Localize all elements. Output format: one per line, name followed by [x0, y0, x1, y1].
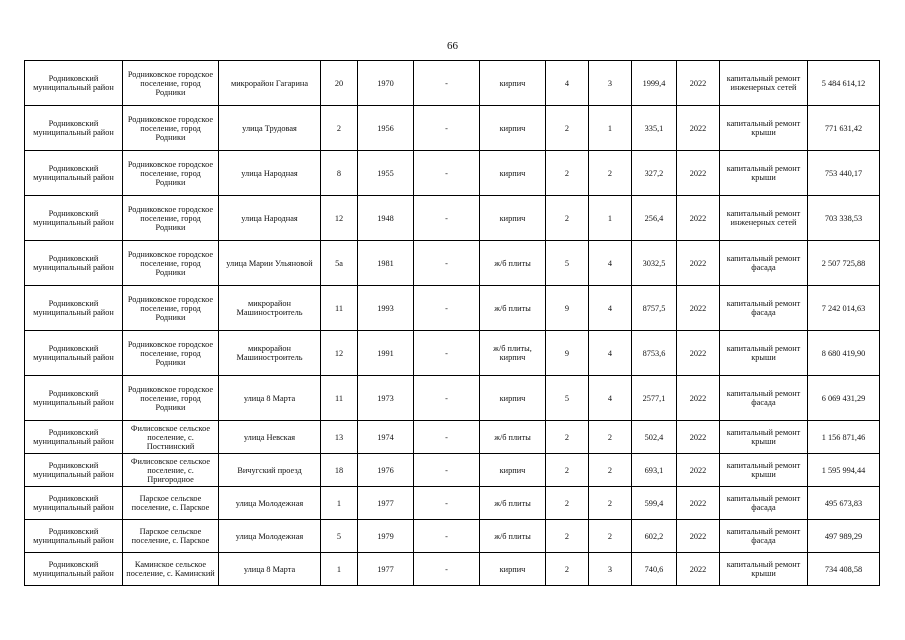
area-cell: 3032,5: [632, 241, 677, 286]
house-number-cell: 1: [321, 553, 358, 586]
house-number-cell: 18: [321, 454, 358, 487]
entrances-cell: 2: [589, 421, 632, 454]
entrances-cell: 4: [589, 286, 632, 331]
floors-cell: 2: [546, 487, 589, 520]
floors-cell: 5: [546, 376, 589, 421]
house-number-cell: 12: [321, 196, 358, 241]
district-cell: Родниковский муниципальный район: [25, 331, 123, 376]
entrances-cell: 3: [589, 553, 632, 586]
work-type-cell: капитальный ремонт крыши: [720, 151, 808, 196]
work-type-cell: капитальный ремонт фасада: [720, 376, 808, 421]
house-number-cell: 5а: [321, 241, 358, 286]
cost-cell: 734 408,58: [808, 553, 880, 586]
house-number-cell: 5: [321, 520, 358, 553]
year-built-cell: 1991: [358, 331, 414, 376]
plan-year-cell: 2022: [677, 421, 720, 454]
cost-cell: 7 242 014,63: [808, 286, 880, 331]
cost-cell: 6 069 431,29: [808, 376, 880, 421]
work-type-cell: капитальный ремонт крыши: [720, 106, 808, 151]
cost-cell: 2 507 725,88: [808, 241, 880, 286]
work-type-cell: капитальный ремонт фасада: [720, 286, 808, 331]
district-cell: Родниковский муниципальный район: [25, 61, 123, 106]
district-cell: Родниковский муниципальный район: [25, 241, 123, 286]
street-cell: Вичугский проезд: [219, 454, 321, 487]
cost-cell: 703 338,53: [808, 196, 880, 241]
settlement-cell: Родниковское городское поселение, город Родники: [123, 286, 219, 331]
cost-cell: 495 673,83: [808, 487, 880, 520]
year-built-cell: 1977: [358, 553, 414, 586]
column-dash-cell: -: [414, 487, 480, 520]
district-cell: Родниковский муниципальный район: [25, 454, 123, 487]
floors-cell: 2: [546, 421, 589, 454]
settlement-cell: Родниковское городское поселение, город Родники: [123, 151, 219, 196]
district-cell: Родниковский муниципальный район: [25, 286, 123, 331]
district-cell: Родниковский муниципальный район: [25, 151, 123, 196]
table-row: [25, 61, 880, 106]
work-type-cell: капитальный ремонт инженерных сетей: [720, 196, 808, 241]
floors-cell: 2: [546, 553, 589, 586]
entrances-cell: 2: [589, 487, 632, 520]
house-number-cell: 12: [321, 331, 358, 376]
area-cell: 327,2: [632, 151, 677, 196]
street-cell: микрорайон Машиностроитель: [219, 286, 321, 331]
table-row: [25, 487, 880, 520]
work-type-cell: капитальный ремонт крыши: [720, 331, 808, 376]
plan-year-cell: 2022: [677, 376, 720, 421]
column-dash-cell: -: [414, 61, 480, 106]
work-type-cell: капитальный ремонт фасада: [720, 241, 808, 286]
settlement-cell: Родниковское городское поселение, город Родники: [123, 196, 219, 241]
settlement-cell: Филисовское сельское поселение, с. Пригородное: [123, 454, 219, 487]
floors-cell: 9: [546, 331, 589, 376]
wall-material-cell: кирпич: [480, 454, 546, 487]
floors-cell: 5: [546, 241, 589, 286]
house-number-cell: 2: [321, 106, 358, 151]
area-cell: 2577,1: [632, 376, 677, 421]
street-cell: улица 8 Марта: [219, 376, 321, 421]
work-type-cell: капитальный ремонт инженерных сетей: [720, 61, 808, 106]
street-cell: улица Марии Ульяновой: [219, 241, 321, 286]
cost-cell: 1 595 994,44: [808, 454, 880, 487]
wall-material-cell: кирпич: [480, 151, 546, 196]
work-type-cell: капитальный ремонт крыши: [720, 421, 808, 454]
settlement-cell: Филисовское сельское поселение, с. Постнинский: [123, 421, 219, 454]
area-cell: 740,6: [632, 553, 677, 586]
house-number-cell: 1: [321, 487, 358, 520]
entrances-cell: 2: [589, 454, 632, 487]
settlement-cell: Родниковское городское поселение, город Родники: [123, 241, 219, 286]
work-type-cell: капитальный ремонт фасада: [720, 487, 808, 520]
register-table: [24, 60, 880, 586]
floors-cell: 4: [546, 61, 589, 106]
house-number-cell: 13: [321, 421, 358, 454]
plan-year-cell: 2022: [677, 553, 720, 586]
year-built-cell: 1955: [358, 151, 414, 196]
year-built-cell: 1976: [358, 454, 414, 487]
street-cell: улица Трудовая: [219, 106, 321, 151]
wall-material-cell: ж/б плиты, кирпич: [480, 331, 546, 376]
settlement-cell: Родниковское городское поселение, город Родники: [123, 376, 219, 421]
street-cell: микрорайон Машиностроитель: [219, 331, 321, 376]
entrances-cell: 4: [589, 331, 632, 376]
entrances-cell: 1: [589, 106, 632, 151]
wall-material-cell: ж/б плиты: [480, 241, 546, 286]
table-row: [25, 454, 880, 487]
year-built-cell: 1970: [358, 61, 414, 106]
year-built-cell: 1973: [358, 376, 414, 421]
plan-year-cell: 2022: [677, 487, 720, 520]
cost-cell: 771 631,42: [808, 106, 880, 151]
area-cell: 256,4: [632, 196, 677, 241]
table-row: [25, 421, 880, 454]
wall-material-cell: кирпич: [480, 376, 546, 421]
column-dash-cell: -: [414, 553, 480, 586]
year-built-cell: 1981: [358, 241, 414, 286]
year-built-cell: 1948: [358, 196, 414, 241]
cost-cell: 497 989,29: [808, 520, 880, 553]
wall-material-cell: кирпич: [480, 553, 546, 586]
column-dash-cell: -: [414, 520, 480, 553]
column-dash-cell: -: [414, 376, 480, 421]
settlement-cell: Парское сельское поселение, с. Парское: [123, 487, 219, 520]
table-row: [25, 151, 880, 196]
street-cell: улица Молодежная: [219, 520, 321, 553]
column-dash-cell: -: [414, 421, 480, 454]
district-cell: Родниковский муниципальный район: [25, 487, 123, 520]
table-row: [25, 196, 880, 241]
floors-cell: 2: [546, 196, 589, 241]
plan-year-cell: 2022: [677, 106, 720, 151]
area-cell: 502,4: [632, 421, 677, 454]
year-built-cell: 1974: [358, 421, 414, 454]
wall-material-cell: ж/б плиты: [480, 421, 546, 454]
street-cell: улица Невская: [219, 421, 321, 454]
plan-year-cell: 2022: [677, 331, 720, 376]
area-cell: 335,1: [632, 106, 677, 151]
area-cell: 8757,5: [632, 286, 677, 331]
area-cell: 693,1: [632, 454, 677, 487]
street-cell: микрорайон Гагарина: [219, 61, 321, 106]
wall-material-cell: ж/б плиты: [480, 520, 546, 553]
wall-material-cell: кирпич: [480, 106, 546, 151]
area-cell: 602,2: [632, 520, 677, 553]
entrances-cell: 1: [589, 196, 632, 241]
district-cell: Родниковский муниципальный район: [25, 376, 123, 421]
district-cell: Родниковский муниципальный район: [25, 520, 123, 553]
cost-cell: 753 440,17: [808, 151, 880, 196]
floors-cell: 2: [546, 106, 589, 151]
cost-cell: 1 156 871,46: [808, 421, 880, 454]
house-number-cell: 20: [321, 61, 358, 106]
floors-cell: 2: [546, 151, 589, 196]
settlement-cell: Каминское сельское поселение, с. Каминский: [123, 553, 219, 586]
column-dash-cell: -: [414, 196, 480, 241]
settlement-cell: Парское сельское поселение, с. Парское: [123, 520, 219, 553]
column-dash-cell: -: [414, 331, 480, 376]
house-number-cell: 8: [321, 151, 358, 196]
column-dash-cell: -: [414, 241, 480, 286]
page-number: 66: [447, 40, 458, 52]
house-number-cell: 11: [321, 286, 358, 331]
plan-year-cell: 2022: [677, 454, 720, 487]
floors-cell: 2: [546, 520, 589, 553]
year-built-cell: 1977: [358, 487, 414, 520]
plan-year-cell: 2022: [677, 520, 720, 553]
entrances-cell: 4: [589, 376, 632, 421]
district-cell: Родниковский муниципальный район: [25, 553, 123, 586]
district-cell: Родниковский муниципальный район: [25, 106, 123, 151]
wall-material-cell: ж/б плиты: [480, 487, 546, 520]
street-cell: улица 8 Марта: [219, 553, 321, 586]
floors-cell: 2: [546, 454, 589, 487]
area-cell: 8753,6: [632, 331, 677, 376]
entrances-cell: 4: [589, 241, 632, 286]
plan-year-cell: 2022: [677, 61, 720, 106]
settlement-cell: Родниковское городское поселение, город Родники: [123, 61, 219, 106]
wall-material-cell: кирпич: [480, 61, 546, 106]
table-row: [25, 106, 880, 151]
plan-year-cell: 2022: [677, 196, 720, 241]
table-row: [25, 331, 880, 376]
table-row: [25, 241, 880, 286]
wall-material-cell: кирпич: [480, 196, 546, 241]
work-type-cell: капитальный ремонт крыши: [720, 553, 808, 586]
plan-year-cell: 2022: [677, 241, 720, 286]
table-row: [25, 286, 880, 331]
district-cell: Родниковский муниципальный район: [25, 196, 123, 241]
street-cell: улица Молодежная: [219, 487, 321, 520]
area-cell: 599,4: [632, 487, 677, 520]
year-built-cell: 1993: [358, 286, 414, 331]
work-type-cell: капитальный ремонт крыши: [720, 454, 808, 487]
year-built-cell: 1979: [358, 520, 414, 553]
settlement-cell: Родниковское городское поселение, город Родники: [123, 331, 219, 376]
table-row: [25, 520, 880, 553]
entrances-cell: 2: [589, 151, 632, 196]
column-dash-cell: -: [414, 106, 480, 151]
cost-cell: 5 484 614,12: [808, 61, 880, 106]
plan-year-cell: 2022: [677, 151, 720, 196]
street-cell: улица Народная: [219, 151, 321, 196]
settlement-cell: Родниковское городское поселение, город Родники: [123, 106, 219, 151]
work-type-cell: капитальный ремонт фасада: [720, 520, 808, 553]
district-cell: Родниковский муниципальный район: [25, 421, 123, 454]
floors-cell: 9: [546, 286, 589, 331]
house-number-cell: 11: [321, 376, 358, 421]
area-cell: 1999,4: [632, 61, 677, 106]
entrances-cell: 3: [589, 61, 632, 106]
table-row: [25, 376, 880, 421]
column-dash-cell: -: [414, 454, 480, 487]
cost-cell: 8 680 419,90: [808, 331, 880, 376]
column-dash-cell: -: [414, 151, 480, 196]
column-dash-cell: -: [414, 286, 480, 331]
year-built-cell: 1956: [358, 106, 414, 151]
street-cell: улица Народная: [219, 196, 321, 241]
wall-material-cell: ж/б плиты: [480, 286, 546, 331]
entrances-cell: 2: [589, 520, 632, 553]
plan-year-cell: 2022: [677, 286, 720, 331]
table-row: [25, 553, 880, 586]
